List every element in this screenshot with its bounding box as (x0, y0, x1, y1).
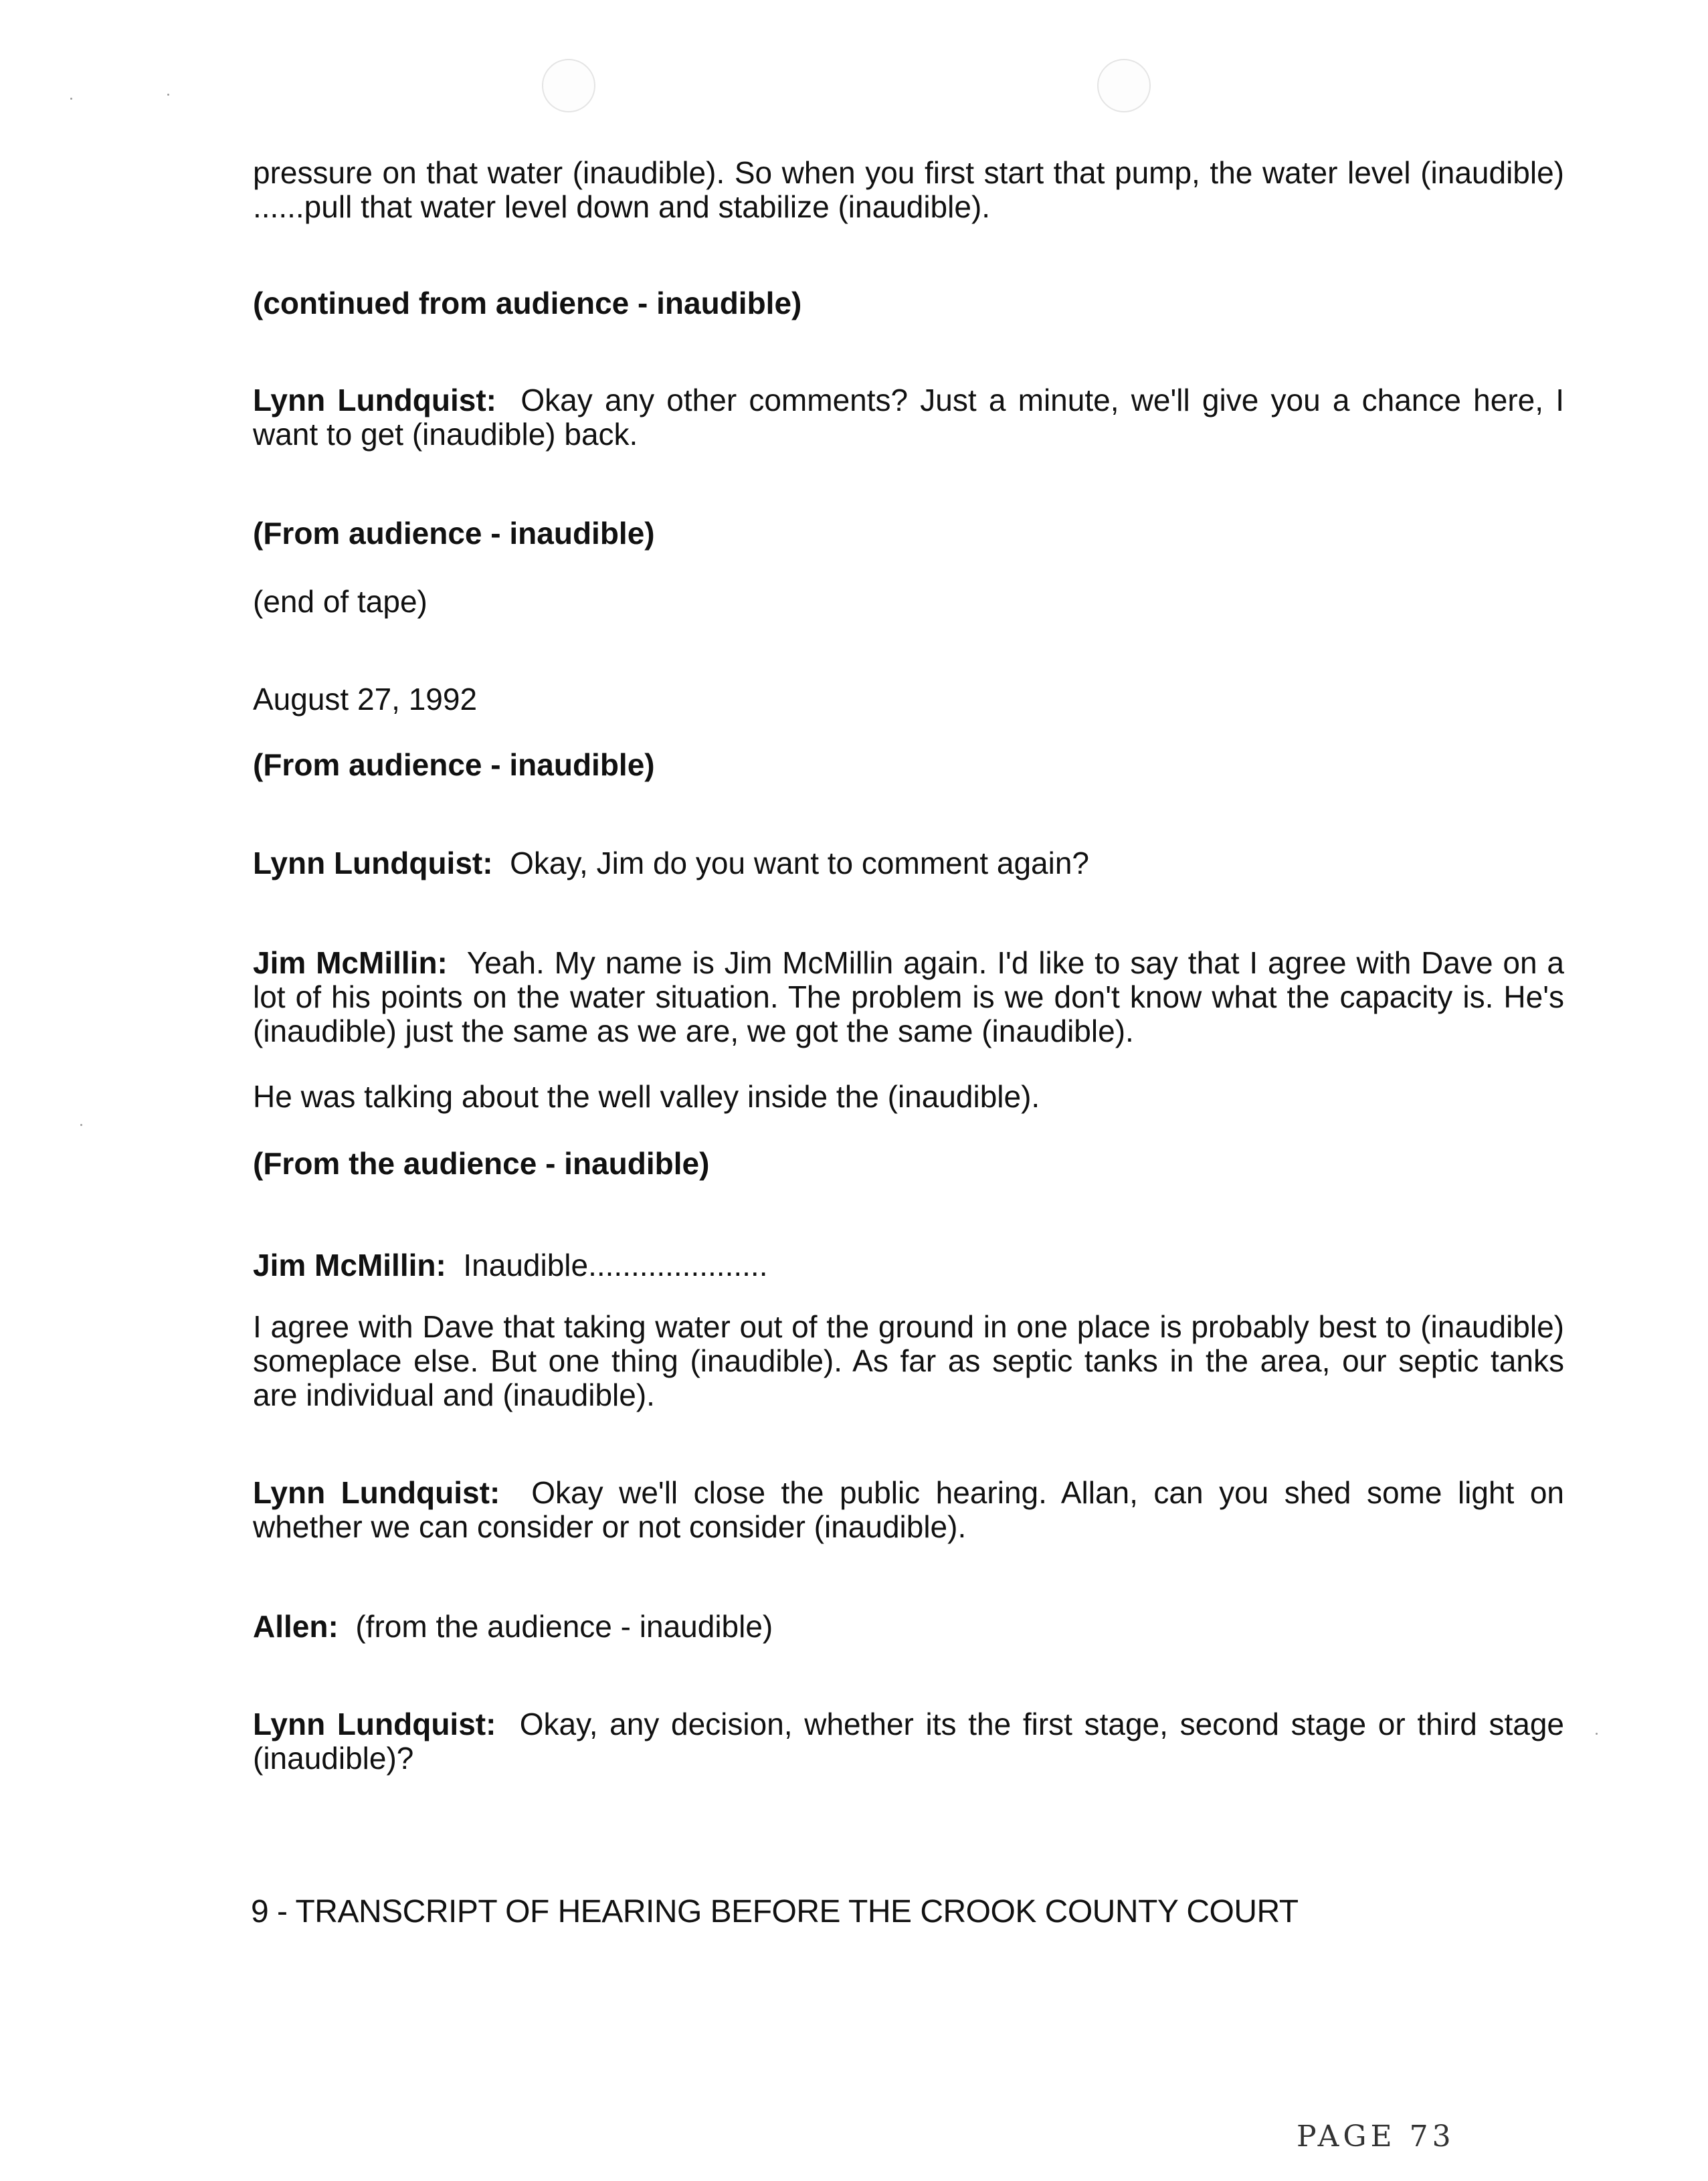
audience-note (253, 1147, 1564, 1181)
document-footer-title: 9 - TRANSCRIPT OF HEARING BEFORE THE CROOK COUNTY COURT (251, 1894, 1299, 1929)
paragraph-text: Yeah. My name is Jim McMillin again. I'd like to say that I agree with Dave on a lot of his points on the water situation. The problem is we don't know what the capacity is. He's (inaudible) just the same as we are, we got the same (inaudible). (253, 945, 1564, 1048)
speaker-name: Allen: (253, 1609, 339, 1644)
audience-note (253, 748, 1564, 782)
paragraph-text: (end of tape) (253, 584, 428, 619)
scan-speck (1596, 1733, 1598, 1735)
transcript-paragraph (253, 1476, 1564, 1544)
transcript-paragraph (253, 1080, 1564, 1114)
paragraph-text: Okay, Jim do you want to comment again? (510, 846, 1090, 880)
speaker-name: Jim McMillin: (253, 945, 448, 980)
paragraph-text: Inaudible..................... (463, 1248, 768, 1283)
date-line (253, 682, 1564, 717)
paragraph-text: Okay any other comments? Just a minute, we'll give you a chance here, I want to get (inaudible) back. (253, 383, 1565, 452)
paragraph-text: (continued from audience - inaudible) (253, 286, 802, 320)
paragraph-text: He was talking about the well valley inside the (inaudible). (253, 1079, 1040, 1114)
transcript-paragraph (253, 383, 1564, 452)
transcript-paragraph (253, 846, 1564, 880)
transcript-paragraph (253, 1310, 1564, 1412)
paragraph-text: pressure on that water (inaudible). So when you first start that pump, the water level (inaudible) ......pull that water level down and stabilize (inaudible). (253, 155, 1564, 224)
scan-speck (70, 98, 72, 100)
speaker-name: Lynn Lundquist: (253, 1475, 500, 1510)
paragraph-text: Okay, any decision, whether its the first stage, second stage or third stage (inaudible)? (253, 1707, 1565, 1776)
audience-note (253, 286, 1564, 320)
scan-speck (167, 94, 169, 96)
paragraph-text: Okay we'll close the public hearing. Allan, can you shed some light on whether we can consider or not consider (inaudible). (253, 1475, 1565, 1544)
paragraph-text: I agree with Dave that taking water out of the ground in one place is probably best to (inaudible) someplace else. But one thing (inaudible). As far as septic tanks in the area, our septic tanks are individual and (inaudible). (253, 1309, 1564, 1412)
transcript-paragraph (253, 1248, 1564, 1283)
paragraph-text: August 27, 1992 (253, 682, 478, 717)
tape-note (253, 585, 1564, 619)
speaker-name: Jim McMillin: (253, 1248, 446, 1283)
speaker-name: Lynn Lundquist: (253, 846, 493, 880)
scan-speck (80, 1124, 82, 1126)
audience-note (253, 516, 1564, 551)
page-number-stamp: PAGE 73 (1297, 2119, 1455, 2154)
punch-hole-left (542, 59, 595, 112)
paragraph-text: (From the audience - inaudible) (253, 1146, 710, 1181)
paragraph-text: (from the audience - inaudible) (355, 1609, 773, 1644)
speaker-name: Lynn Lundquist: (253, 383, 496, 417)
paragraph-text: (From audience - inaudible) (253, 516, 655, 551)
transcript-paragraph (253, 1610, 1564, 1644)
punch-hole-right (1097, 59, 1151, 112)
speaker-name: Lynn Lundquist: (253, 1707, 496, 1741)
transcript-paragraph (253, 156, 1564, 224)
transcript-paragraph (253, 946, 1564, 1048)
transcript-paragraph (253, 1707, 1564, 1776)
paragraph-text: (From audience - inaudible) (253, 747, 655, 782)
